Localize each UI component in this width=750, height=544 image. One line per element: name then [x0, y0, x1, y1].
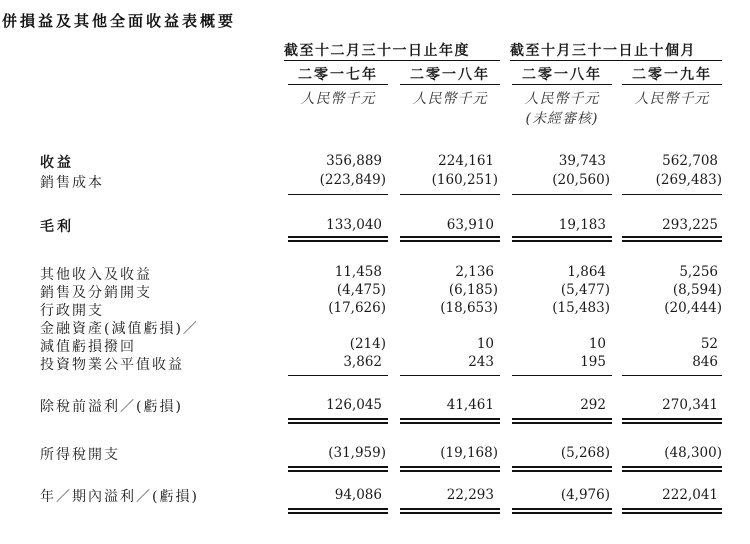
- table-cell: 293,225: [662, 217, 718, 233]
- table-cell: (6,185): [448, 282, 498, 298]
- subtotal-rule: [288, 375, 388, 376]
- table-cell: 10: [476, 336, 494, 352]
- table-cell: 52: [700, 336, 718, 352]
- table-cell: 19,183: [558, 217, 606, 233]
- header-year-rule: [400, 84, 500, 85]
- table-cell: (5,268): [560, 445, 610, 461]
- table-cell: 562,708: [662, 153, 718, 169]
- header-year-rule: [622, 84, 722, 85]
- table-cell: 1,864: [567, 264, 606, 280]
- table-cell: 222,041: [662, 487, 718, 503]
- table-cell: (214): [349, 336, 386, 352]
- table-cell: 243: [468, 354, 494, 370]
- table-cell: (4,475): [336, 282, 386, 298]
- subtotal-rule: [512, 375, 612, 376]
- table-cell: 10: [588, 336, 606, 352]
- table-cell: (4,976): [560, 487, 610, 503]
- table-cell: 2,136: [455, 264, 494, 280]
- table-cell: 63,910: [446, 217, 494, 233]
- header-unit: 人民幣千元: [412, 91, 488, 107]
- table-cell: 292: [580, 397, 606, 413]
- header-group-year: 截至十二月三十一日止年度: [284, 43, 470, 59]
- subtotal-rule: [400, 194, 500, 195]
- table-cell: 41,461: [446, 397, 494, 413]
- table-cell: 270,341: [662, 397, 718, 413]
- row-label-fair-value-gains: 投資物業公平值收益: [40, 357, 184, 373]
- header-unit: 人民幣千元: [524, 91, 600, 107]
- row-label-impairment-line1: 金融資產(減值虧損)／: [40, 321, 199, 337]
- row-label-income-tax: 所得稅開支: [40, 447, 120, 463]
- table-cell: (269,483): [655, 172, 722, 188]
- table-cell: (15,483): [552, 300, 610, 316]
- table-cell: (48,300): [664, 445, 722, 461]
- table-cell: (20,444): [664, 300, 722, 316]
- table-cell: (223,849): [319, 172, 386, 188]
- header-unit: 人民幣千元: [634, 91, 710, 107]
- table-cell: (17,626): [328, 300, 386, 316]
- row-label-revenue: 收益: [40, 155, 74, 171]
- header-year-rule: [512, 84, 612, 85]
- header-year-2018: 二零一八年: [410, 67, 490, 83]
- row-label-selling-expenses: 銷售及分銷開支: [40, 285, 152, 301]
- subtotal-rule: [512, 194, 612, 195]
- header-year-2018-period: 二零一八年: [522, 67, 602, 83]
- header-group-ten-months: 截至十月三十一日止十個月: [510, 43, 696, 59]
- table-cell: 133,040: [326, 217, 382, 233]
- header-group-rule: [284, 60, 500, 61]
- header-unit: 人民幣千元: [300, 91, 376, 107]
- row-label-other-income: 其他收入及收益: [40, 267, 152, 283]
- subtotal-rule: [288, 194, 388, 195]
- row-label-admin-expenses: 行政開支: [40, 303, 104, 319]
- table-cell: 11,458: [334, 264, 382, 280]
- table-cell: (160,251): [431, 172, 498, 188]
- table-cell: 356,889: [326, 153, 382, 169]
- subtotal-rule: [622, 375, 722, 376]
- row-label-impairment-reversal: 減值虧損撥回: [40, 339, 136, 355]
- table-cell: (5,477): [560, 282, 610, 298]
- subtotal-rule: [400, 375, 500, 376]
- header-group-rule: [510, 60, 722, 61]
- row-label-profit-before-tax: 除稅前溢利／(虧損): [40, 399, 183, 415]
- table-cell: (19,168): [440, 445, 498, 461]
- table-cell: 126,045: [326, 397, 382, 413]
- header-unaudited-note: (未經審核): [525, 111, 599, 127]
- table-cell: (18,653): [440, 300, 498, 316]
- page-title: 併損益及其他全面收益表概要: [2, 12, 237, 30]
- row-label-profit-for-period: 年／期內溢利／(虧損): [40, 489, 199, 505]
- header-year-2019-period: 二零一九年: [632, 67, 712, 83]
- header-year-2017: 二零一七年: [298, 67, 378, 83]
- table-cell: 195: [580, 354, 606, 370]
- table-cell: 846: [692, 354, 718, 370]
- table-cell: (31,959): [328, 445, 386, 461]
- row-label-gross-profit: 毛利: [40, 219, 74, 235]
- subtotal-rule: [622, 194, 722, 195]
- table-cell: 5,256: [679, 264, 718, 280]
- table-cell: 94,086: [334, 487, 382, 503]
- table-cell: 3,862: [343, 354, 382, 370]
- table-cell: (20,560): [552, 172, 610, 188]
- header-year-rule: [288, 84, 388, 85]
- table-cell: 22,293: [446, 487, 494, 503]
- table-cell: (8,594): [672, 282, 722, 298]
- table-cell: 39,743: [558, 153, 606, 169]
- row-label-cost-of-sales: 銷售成本: [40, 175, 104, 191]
- table-cell: 224,161: [438, 153, 494, 169]
